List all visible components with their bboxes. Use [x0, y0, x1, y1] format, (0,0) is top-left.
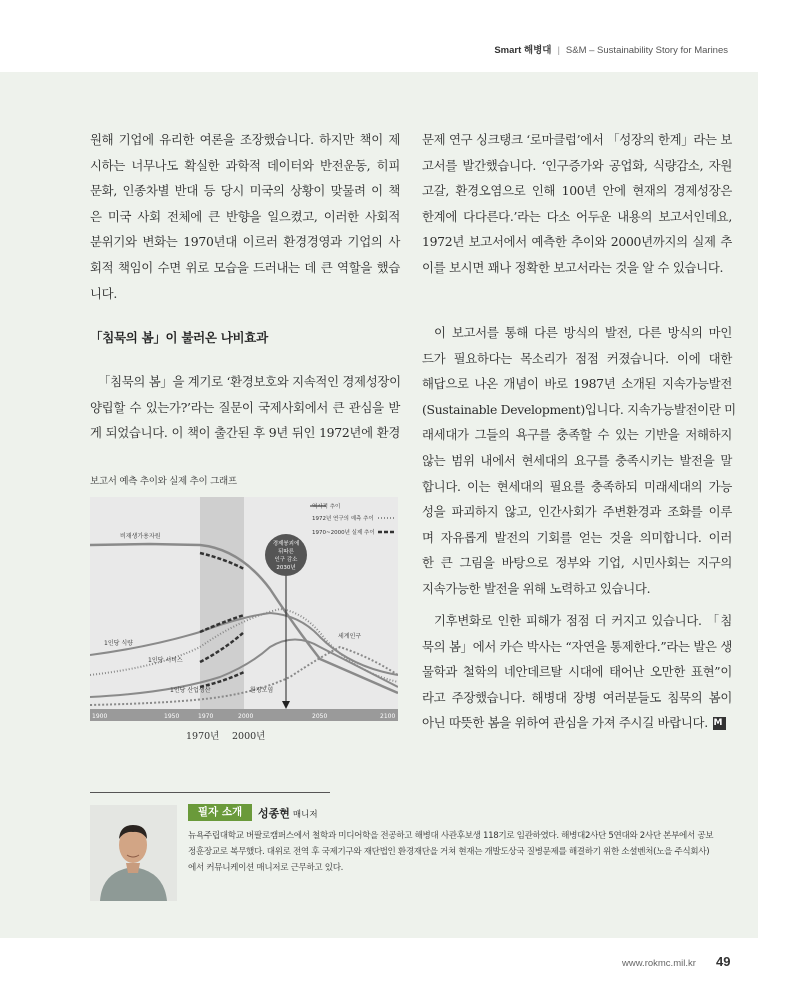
legend-label-forecast: 1972년 연구의 예측 추이 [312, 516, 374, 522]
bio-line: 에서 커뮤니케이션 매니저로 근무하고 있다. [188, 863, 344, 873]
footer-url[interactable]: www.rokmc.mil.kr [622, 958, 696, 969]
annotation-line-1: 경제붕괴에 [272, 541, 300, 547]
legend-label-actual: 1970~2000년 실제 추이 [312, 530, 375, 536]
right-paragraph-2 [422, 320, 736, 602]
text-line: 시하는 너무나도 확실한 과학적 데이터와 반전운동, 히피 [90, 157, 400, 173]
year-markers [90, 722, 398, 742]
text-line: 문화, 인종차별 반대 등 당시 미국의 상황이 맞물려 이 책 [90, 183, 400, 199]
right-paragraph-3 [422, 608, 732, 736]
header-separator: | [557, 45, 560, 56]
text-line: 라고 주장했습니다. 해병대 장병 여러분들도 침묵의 봄이 [422, 689, 732, 705]
annotation-line-4: 2030년 [276, 565, 296, 571]
series-label-services: 1인당 서비스 [148, 657, 183, 664]
text-line: 분위기와 변화는 1970년대 이르러 환경경영과 기업의 사 [90, 234, 400, 250]
x-tick-label: 2050 [312, 713, 328, 720]
page-header [0, 0, 794, 72]
paragraph [90, 127, 400, 306]
author-name-text: 성종현 [258, 807, 290, 820]
x-tick-label: 1970 [198, 713, 214, 720]
page-number: 49 [716, 954, 731, 969]
paragraph [90, 369, 400, 446]
author-bio [188, 828, 736, 876]
text-line: 니다. [90, 285, 117, 301]
text-line: 양립할 수 있는가?’라는 질문이 국제사회에서 큰 관심을 받 [90, 399, 400, 415]
text-line: 래세대가 그들의 욕구를 충족할 수 있는 기반을 저해하지 [422, 427, 732, 443]
text-line: 은 미국 사회 전체에 큰 반향을 일으켰고, 이러한 사회적 [90, 208, 400, 224]
text-line [422, 710, 732, 736]
text-line: 문제 연구 싱크탱크 ‘로마클럽’에서 「성장의 한계」라는 보 [422, 132, 733, 147]
text-line: 한 큰 그림을 바탕으로 정부와 기업, 시민사회는 지구의 [422, 555, 732, 571]
section-title: S&M – Sustainability Story for Marines [565, 45, 728, 56]
text-line: 「침묵의 봄」을 계기로 ‘환경보호와 지속적인 경제성장이 [98, 374, 401, 389]
graph-caption: 보고서 예측 추이와 실제 추이 그래프 [90, 476, 237, 487]
text-line: (Sustainable Development)입니다. 지속가능발전이란 미 [422, 401, 736, 417]
closing-sentence: 아닌 따뜻한 봄을 위하여 관심을 가져 주시길 바랍니다. [422, 715, 708, 731]
annotation-line-3: 인구 감소 [274, 557, 298, 563]
limits-to-growth-chart [90, 497, 398, 721]
text-line: 묵의 봄」에서 카슨 박사는 “자연을 통제한다.”라는 발은 생 [422, 638, 732, 654]
text-line: 게 되었습니다. 이 책이 출간된 후 9년 뒤인 1972년에 환경 [90, 425, 400, 441]
year-mark-2000: 2000년 [232, 731, 266, 742]
series-label-resources: 비재생가용자원 [120, 533, 161, 540]
text-line: 1972년 보고서에서 예측한 추이와 2000년까지의 실제 추 [422, 234, 732, 250]
x-tick-label: 2000 [238, 713, 254, 720]
magazine-brand: Smart 해병대 [494, 45, 552, 56]
author-photo [90, 805, 177, 901]
annotation-line-2: 뒤따른 [278, 549, 294, 555]
text-line: 성을 파괴하지 않고, 인간사회가 주변환경과 조화를 이루 [422, 504, 732, 520]
left-paragraph-2 [90, 369, 400, 446]
text-line: 며 자유롭게 발전의 기회를 얻는 것을 의미합니다. 이러 [422, 529, 732, 545]
text-line: 한계에 다다른다.’라는 다소 어두운 내용의 보고서인데요, [422, 208, 732, 224]
author-divider [90, 792, 330, 793]
chart-svg [90, 497, 398, 721]
text-line: 지속가능한 발전을 위해 노력하고 있습니다. [422, 580, 651, 596]
text-line: 합니다. 이는 현세대의 필요를 충족하되 미래세대의 가능 [422, 478, 732, 494]
series-label-pollution: 환경오염 [250, 687, 274, 694]
bio-line: 뉴욕주립대학교 버팔로캠퍼스에서 철학과 미디어학을 전공하고 해병대 사관후보생 118기로 임관하였다. 해병대2사단 5연대와 2사단 본부에서 공보 [188, 831, 714, 841]
text-line: 고갈, 환경오염으로 인해 100년 안에 현재의 경제성장은 [422, 183, 732, 199]
running-header [494, 42, 728, 56]
right-paragraph-1 [422, 127, 732, 281]
text-line: 이를 보시면 꽤나 정확한 보고서라는 것을 알 수 있습니다. [422, 259, 724, 275]
text-line: 해답으로 나온 개념이 바로 1987년 소개된 지속가능발전 [422, 376, 732, 392]
series-label-food: 1인당 식량 [104, 640, 133, 647]
x-tick-label: 1900 [92, 713, 108, 720]
paragraph [422, 127, 732, 281]
text-line: 물학과 철학의 네안데르탈 시대에 태어난 오만한 표현”이 [422, 664, 732, 680]
text-line: 고서를 발간했습니다. ‘인구증가와 공업화, 식량감소, 자원 [422, 157, 732, 173]
year-mark-1970: 1970년 [186, 731, 220, 742]
paragraph [422, 608, 732, 736]
end-mark-icon: M [713, 717, 726, 730]
text-line: 회적 책임이 수면 위로 모습을 드러내는 데 큰 역할을 했습 [90, 259, 400, 275]
text-line: 않는 범위 내에서 현세대의 요구를 충족시키는 발전을 말 [422, 452, 732, 468]
paragraph [422, 320, 736, 602]
series-label-industry: 1인당 산업생산 [170, 687, 211, 694]
left-paragraph-1 [90, 127, 400, 306]
x-tick-label: 2100 [380, 713, 396, 720]
author-portrait-image [90, 805, 177, 901]
series-label-population: 세계인구 [338, 633, 362, 640]
text-line: 드가 필요하다는 목소리가 점점 커졌습니다. 이에 대한 [422, 350, 732, 366]
author-name [258, 805, 318, 821]
text-line: 기후변화로 인한 피해가 점점 더 커지고 있습니다. 「침 [434, 613, 732, 628]
x-tick-label: 1950 [164, 713, 180, 720]
legend-label-historical: 역사적 추이 [312, 504, 341, 510]
text-line: 원해 기업에 유리한 여론을 조장했습니다. 하지만 책이 제 [90, 132, 400, 147]
section-subheading: 「침묵의 봄」이 불러온 나비효과 [90, 330, 268, 345]
author-intro-badge: 필자 소개 [188, 804, 252, 821]
text-line: 이 보고서를 통해 다른 방식의 발전, 다른 방식의 마인 [434, 325, 732, 340]
bio-line: 정훈장교로 복무했다. 대위로 전역 후 국제기구와 재단법인 환경재단을 거쳐 현재는 개발도상국 질병문제를 해결하기 위한 소셜벤처(노을 주식회사) [188, 847, 710, 857]
author-role: 매니저 [292, 810, 318, 820]
